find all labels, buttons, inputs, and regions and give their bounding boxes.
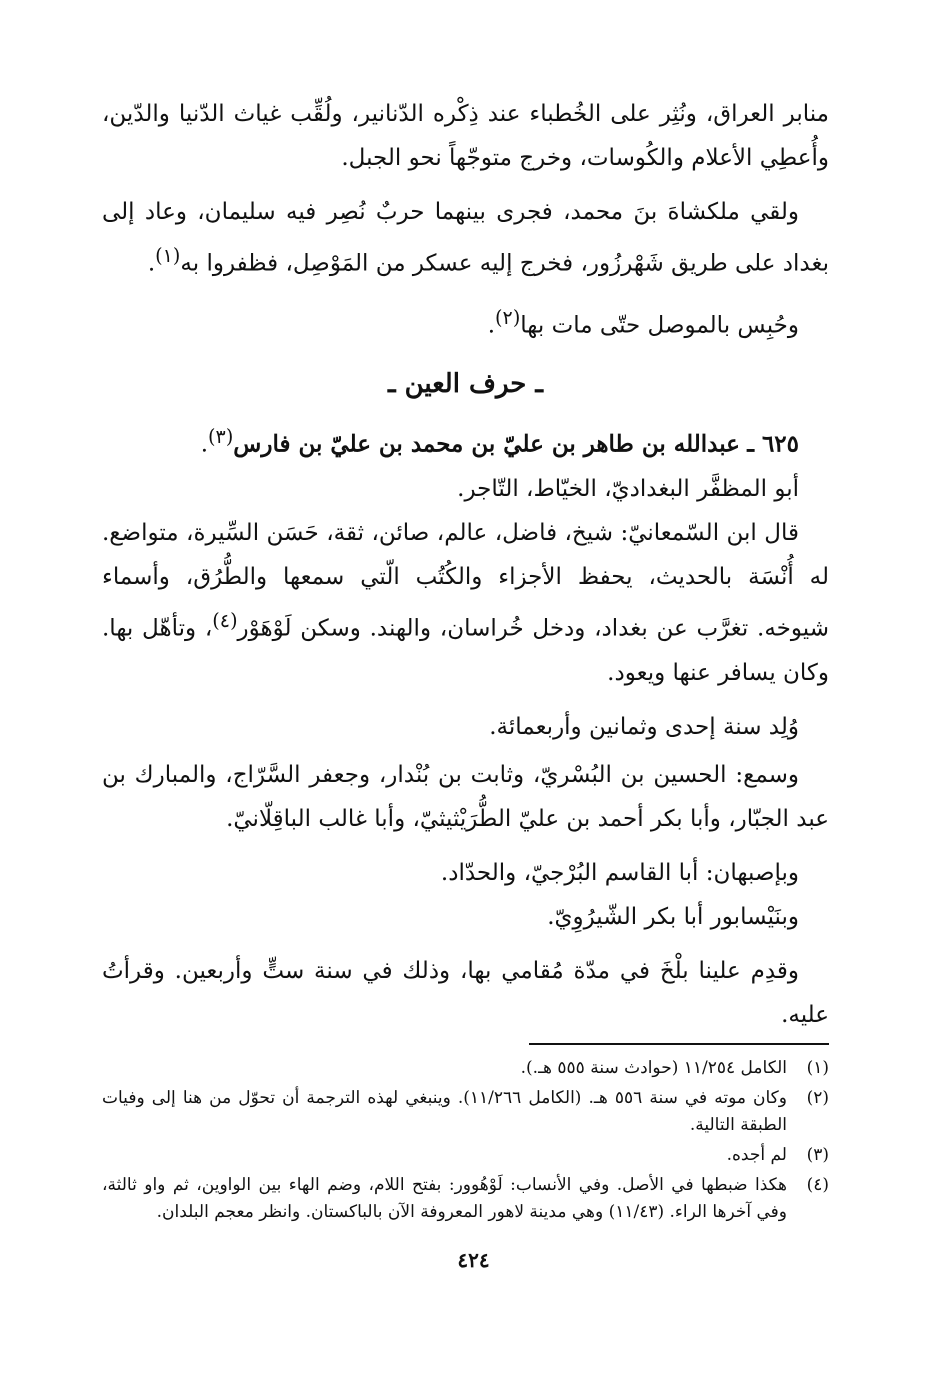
paragraph-6: وسمع: الحسين بن البُسْريّ، وثابت بن بُنْدار، وجعفر السَّرّاج، والمبارك بن عبد الجبّار، وأبا بكر أحمد بن عليّ الطُّرَيْثيثيّ، وأبا غالب الباقِلّانيّ. — [102, 761, 829, 832]
footnote-ref-4: (٤) — [212, 608, 238, 632]
paragraph-7: وبإصبهان: أبا القاسم البُرْجيّ، والحدّاد. — [440, 859, 799, 886]
paragraph-4-text-b: ، وتأهّل بها. وكان يسافر عنها ويعود. — [102, 615, 829, 686]
paragraph-4-text-a: قال ابن السّمعانيّ: شيخ، فاضل، عالم، صائن، ثقة، حَسَن السِّيرة، متواضع. له أُنْسَة بالحديث، يحفظ الأجزاء والكُتُب الّتي سمعها والطُّرُق، وأسماء شيوخه. تغرَّب عن بغداد، ودخل خُراسان، والهند. وسكن لَوْهَوْر — [102, 519, 829, 642]
footnote-number: (٢) — [806, 1087, 829, 1108]
footnote-3 — [102, 1142, 829, 1169]
paragraph-3-text: وحُبِس بالموصل حتّى مات بها — [520, 312, 799, 339]
footnotes — [102, 1055, 829, 1226]
paragraph-1: منابر العراق، ونُثِر على الخُطباء عند ذِكْره الدّنانير، ولُقِّب غياث الدّنيا والدّين، وأُعطِي الأعلام والكُوسات، وخرج متوجّهاً نحو الجبل. — [102, 101, 829, 171]
footnote-2 — [102, 1085, 829, 1139]
footnote-ref-2: (٢) — [495, 305, 521, 329]
main-text — [102, 92, 829, 1037]
entry-heading: ٦٢٥ ـ عبدالله بن طاهر بن عليّ بن محمد بن عليّ بن فارس$^{(٣)}$. — [200, 425, 799, 458]
paragraph-5: وُلِد سنة إحدى وثمانين وأربعمائة. — [489, 713, 799, 740]
paragraph-2: ولقي ملكشاهَ بنَ محمد، فجرى بينهما حربٌ نُصِر فيه سليمان، وعاد إلى بغداد على طريق شَهْرزُور، فخرج إليه عسكر من المَوْصِل، فظفروا به$^{(١)}$. — [102, 199, 829, 277]
footnote-text: الكامل ١١/٢٥٤ (حوادث سنة ٥٥٥ هـ.). — [520, 1057, 787, 1078]
paragraph-3: وحُبِس بالموصل حتّى مات بها$^{(٢)}$. — [487, 305, 799, 339]
footnote-1 — [102, 1055, 829, 1082]
entry-number: ٦٢٥ ـ — [747, 430, 799, 458]
footnote-text: لم أجده. — [726, 1144, 787, 1165]
footnote-4 — [102, 1172, 829, 1226]
paragraph-8: وبنَيْسابور أبا بكر الشّيرُوِيّ. — [547, 903, 799, 930]
entry-kunya: أبو المظفَّر البغداديّ، الخيّاط، التّاجر. — [457, 475, 799, 502]
footnote-text: هكذا ضبطها في الأصل. وفي الأنساب: لَوْهُوور: بفتح اللام، وضم الهاء بين الواوين، ثم واو ثالثة، وفي آخرها الراء. (١١/٤٣) وهي مدينة لاهور المعروفة الآن بالباكستان. وانظر معجم البلدان. — [102, 1174, 787, 1222]
paragraph-2-text: ولقي ملكشاهَ بنَ محمد، فجرى بينهما حربٌ نُصِر فيه سليمان، وعاد إلى بغداد على طريق شَهْرزُور، فخرج إليه عسكر من المَوْصِل، فظفروا به — [102, 199, 829, 277]
footnote-separator — [529, 1043, 829, 1045]
footnote-ref-1: (١) — [155, 244, 181, 267]
section-heading: ـ حرف العين ـ — [387, 369, 544, 400]
footnote-ref-3: (٣) — [208, 425, 234, 449]
entry-name: عبدالله بن طاهر بن عليّ بن محمد بن عليّ بن فارس — [233, 430, 740, 458]
paragraph-9: وقدِم علينا بلْخَ في مدّة مُقامي بها، وذلك في سنة ستٍّ وأربعين. وقرأتُ عليه. — [102, 957, 829, 1028]
footnote-number: (٣) — [806, 1144, 829, 1165]
footnote-text: وكان موته في سنة ٥٥٦ هـ. (الكامل ١١/٢٦٦). وينبغي لهذه الترجمة أن تحوّل من هنا إلى وفيات الطبقة التالية. — [102, 1087, 787, 1135]
footnote-number: (١) — [806, 1057, 829, 1078]
footnote-number: (٤) — [806, 1174, 829, 1195]
page-number: ٤٢٤ — [457, 1248, 490, 1272]
paragraph-4 — [102, 511, 829, 695]
